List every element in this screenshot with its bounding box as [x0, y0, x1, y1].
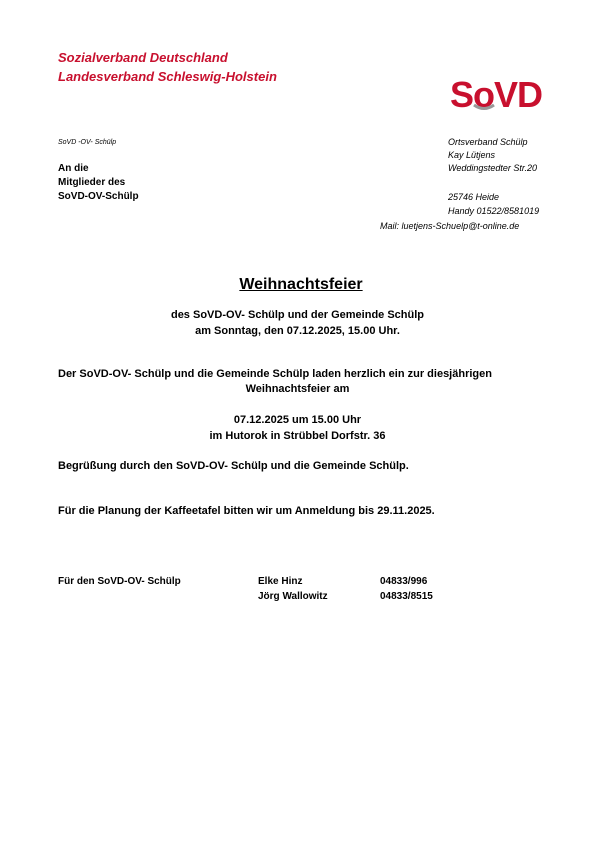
sender-org: Ortsverband Schülp: [448, 137, 528, 147]
signature-label: Für den SoVD-OV- Schülp: [58, 576, 181, 587]
logo-text: SoVD: [450, 74, 542, 112]
event-location: im Hutorok in Strübbel Dorfstr. 36: [209, 430, 386, 442]
invite-line-2: Weihnachtsfeier am: [245, 383, 350, 395]
sender-phone: Handy 01522/8581019: [448, 206, 540, 216]
contact-name-1: Elke Hinz: [258, 576, 303, 587]
sender-small: SoVD -OV- Schülp: [58, 139, 117, 146]
mail-label: Mail:: [380, 221, 400, 231]
contact-phone-1: 04833/996: [380, 576, 428, 587]
contact-name-2: Jörg Wallowitz: [258, 591, 328, 602]
org-name: Sozialverband Deutschland: [58, 50, 228, 65]
recipient-line-3: SoVD-OV-Schülp: [58, 191, 139, 202]
letter-title: Weihnachtsfeier: [239, 276, 363, 293]
greeting-text: Begrüßung durch den SoVD-OV- Schülp und die Gemeinde Schülp.: [58, 460, 409, 472]
mail-address: luetjens-Schuelp@t-online.de: [401, 221, 520, 231]
sender-person: Kay Lütjens: [448, 150, 496, 160]
subtitle-line-2: am Sonntag, den 07.12.2025, 15.00 Uhr.: [195, 325, 400, 337]
contact-phone-2: 04833/8515: [380, 591, 433, 602]
sender-mail-row: [380, 221, 519, 231]
event-datetime: 07.12.2025 um 15.00 Uhr: [233, 414, 362, 426]
subtitle-line-1: des SoVD-OV- Schülp und der Gemeinde Schülp: [170, 309, 425, 321]
org-region: Landesverband Schleswig-Holstein: [58, 69, 277, 84]
sovd-logo: [450, 74, 542, 112]
registration-text: Für die Planung der Kaffeetafel bitten wir um Anmeldung bis 29.11.2025.: [58, 505, 435, 517]
recipient-line-1: An die: [58, 163, 89, 174]
sender-street: Weddingstedter Str.20: [448, 163, 538, 173]
sender-city: 25746 Heide: [448, 192, 500, 202]
invite-line-1: Der SoVD-OV- Schülp und die Gemeinde Schülp laden herzlich ein zur diesjährigen: [58, 368, 492, 380]
recipient-line-2: Mitglieder des: [58, 177, 126, 188]
